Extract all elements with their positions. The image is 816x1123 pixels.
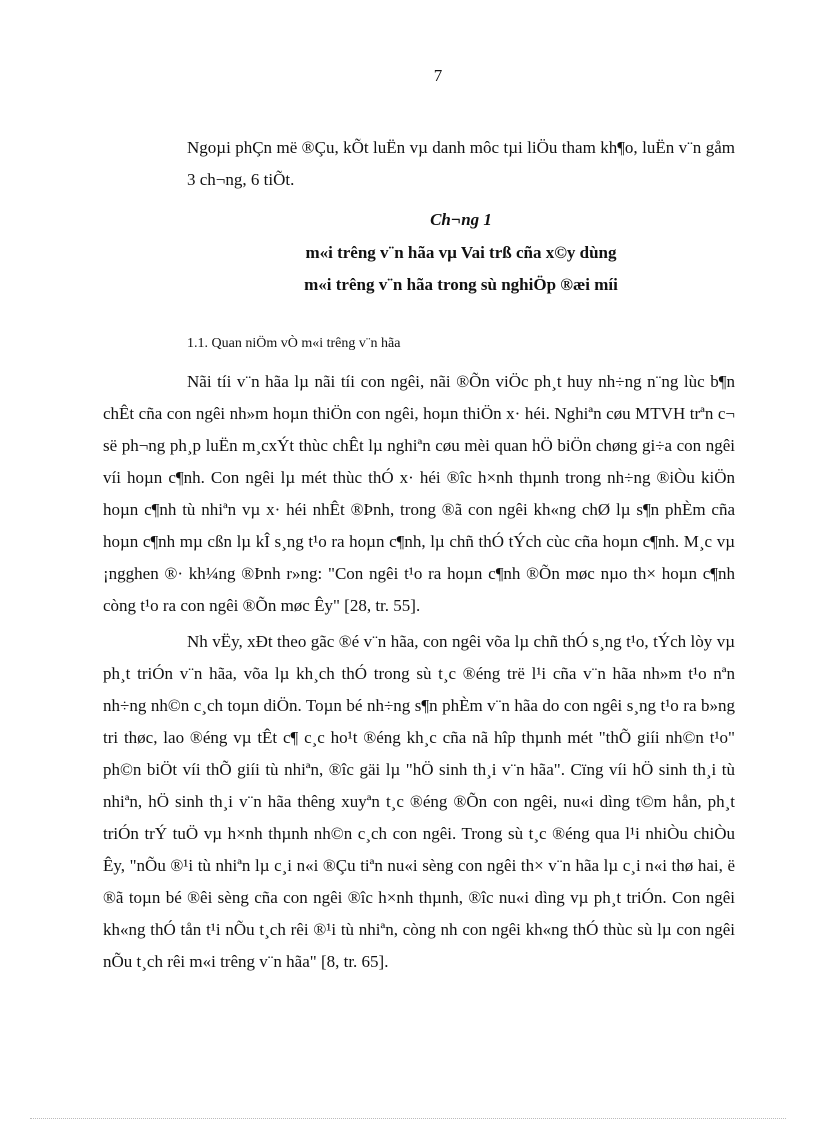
chapter-title-line-1: m«i trêng v¨n hãa vµ Vai trß cña x©y dùng [305,243,617,262]
section-body [103,366,735,978]
page-content [103,132,735,982]
intro-paragraph: Ngoµi phÇn më ®Çu, kÕt luËn vµ danh môc tµi liÖu tham kh¶o, luËn v¨n gåm 3 ch¬ng, 6 tiÕt. [187,138,735,189]
chapter-title-line-2: m«i trêng v¨n hãa trong sù nghiÖp ®æi míi [304,275,618,294]
page-bottom-rule [30,1118,786,1119]
section-heading: 1.1. Quan niÖm vÒ m«i trêng v¨n hãa [187,336,401,351]
body-paragraph: Nãi tíi v¨n hãa lµ nãi tíi con ngêi, nãi ®Õn viÖc ph¸t huy nh÷ng n¨ng lùc b¶n chÊt cña con ngêi nh»m hoµn thiÖn con ngêi, hoµn thiÖn x· héi. Nghiªn cøu MTVH trªn c¬ së ph¬ng ph¸p luËn m¸cxÝt thùc chÊt lµ nghiªn cøu mèi quan hÖ biÖn chøng gi÷a con ngêi víi hoµn c¶nh. Con ngêi lµ mét thùc thÓ x· héi ®îc h×nh thµnh trong nh÷ng ®iÒu kiÖn hoµn c¶nh tù nhiªn vµ x· héi nhÊt ®Þnh, trong ®ã con ngêi kh«ng chØ lµ s¶n phÈm cña hoµn c¶nh mµ cßn lµ kÎ s¸ng t¹o ra hoµn c¶nh, lµ chñ thÓ tÝch cùc cña hoµn c¶nh. M¸c vµ ¡ngghen ®· kh¼ng ®Þnh r»ng: "Con ngêi t¹o ra hoµn c¶nh ®Õn møc nµo th× hoµn c¶nh còng t¹o ra con ngêi ®Õn møc Êy" [28, tr. 55]. [103,372,735,615]
page-number: 7 [433,66,443,85]
chapter-label: Ch¬ng 1 [430,210,492,229]
body-paragraph: Nh vËy, xÐt theo gãc ®é v¨n hãa, con ngêi võa lµ chñ thÓ s¸ng t¹o, tÝch lòy vµ ph¸t triÓn v¨n hãa, võa lµ kh¸ch thÓ trong sù t¸c ®éng trë l¹i cña v¨n hãa nh»m t¹o nªn nh÷ng nh©n c¸ch toµn diÖn. Toµn bé nh÷ng s¶n phÈm v¨n hãa do con ngêi s¸ng t¹o ra b»ng tri thøc, lao ®éng vµ tÊt c¶ c¸c ho¹t ®éng kh¸c cña nã hîp thµnh mét "thÕ giíi nh©n t¹o" ph©n biÖt víi thÕ giíi tù nhiªn, ®îc gäi lµ "hÖ sinh th¸i v¨n hãa". Cïng víi hÖ sinh th¸i tù nhiªn, hÖ sinh th¸i v¨n hãa thêng xuyªn t¸c ®éng ®Õn con ngêi, nu«i dìng t©m hån, ph¸t triÓn trÝ tuÖ vµ h×nh thµnh nh©n c¸ch con ngêi. Trong sù t¸c ®éng qua l¹i nhiÒu chiÒu Êy, "nÕu ®¹i tù nhiªn lµ c¸i n«i ®Çu tiªn nu«i sèng con ngêi th× v¨n hãa lµ c¸i n«i thø hai, ë ®ã toµn bé ®êi sèng cña con ngêi ®îc h×nh thµnh, ®îc nu«i dìng vµ ph¸t triÓn. Con ngêi kh«ng thÓ tån t¹i nÕu t¸ch rêi ®¹i tù nhiªn, còng nh con ngêi kh«ng thÓ thùc sù lµ con ngêi nÕu t¸ch rêi m«i trêng v¨n hãa" [8, tr. 65]. [103,632,735,971]
